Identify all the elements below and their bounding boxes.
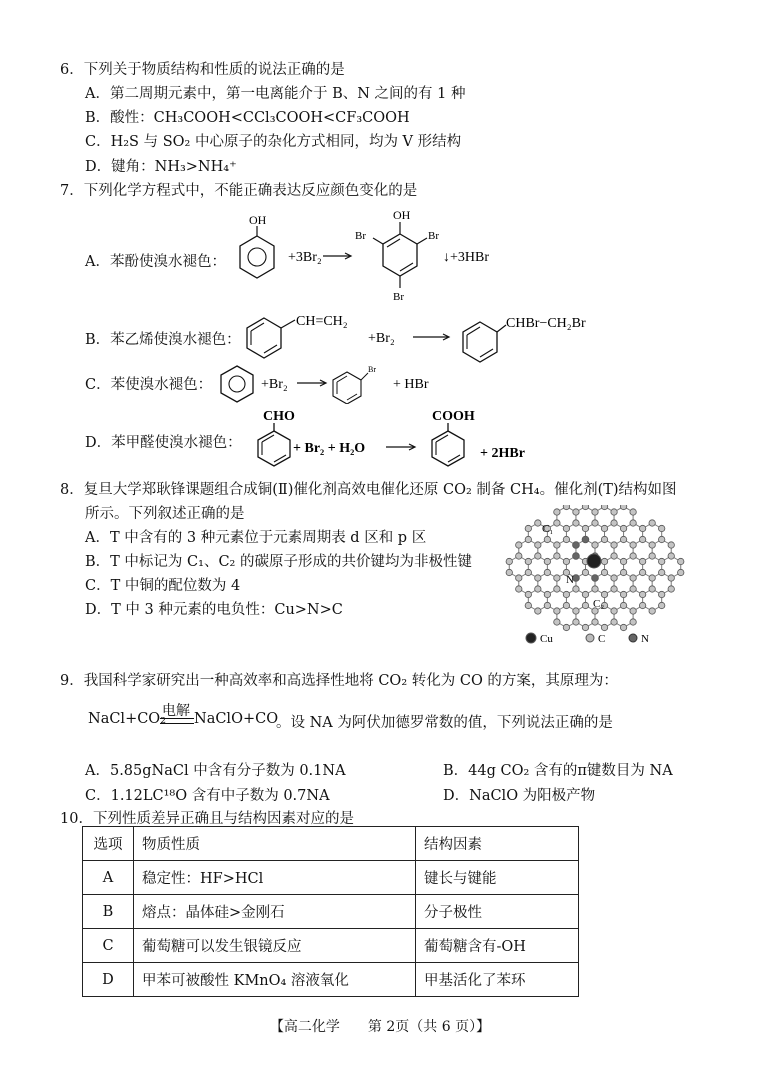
carbon-atom [620, 558, 626, 564]
carbon-atom [516, 575, 522, 581]
carbon-atom [601, 558, 607, 564]
carbon-atom [620, 525, 626, 531]
carbon-atom [592, 520, 598, 526]
phenol-oh: OH [249, 213, 267, 227]
dibromo-product-structure [463, 316, 586, 362]
q6-option-d [85, 155, 237, 176]
carbon-atom [544, 602, 550, 608]
carbon-atom [658, 558, 664, 564]
carbon-atom [630, 520, 636, 526]
carbon-atom [630, 619, 636, 625]
table-row [83, 895, 579, 929]
carbon-atom [563, 624, 569, 630]
catalyst-structure-figure [495, 505, 700, 651]
q7-a-equation [225, 208, 525, 308]
carbon-atom [678, 569, 684, 575]
carbon-atom [630, 575, 636, 581]
carbon-atom [601, 569, 607, 575]
q8-option-b: B．T 中标记为 C₁、C₂ 的碳原子形成的共价键均为非极性键 [85, 554, 472, 570]
q7-d-label: D．苯甲醛使溴水褪色： [85, 435, 242, 451]
carbon-atom [639, 569, 645, 575]
carbon-atom [620, 569, 626, 575]
carbon-atom [620, 602, 626, 608]
carbon-atom [592, 542, 598, 548]
carbon-atom [582, 569, 588, 575]
carbon-atom [554, 542, 560, 548]
q6-d-content: NH₃>NH₄⁺ [154, 159, 237, 175]
carbon-atom [535, 542, 541, 548]
benzene-structure [221, 366, 253, 402]
carbon-atom [554, 520, 560, 526]
carbon-atom [668, 586, 674, 592]
header-option: 选项 [83, 827, 134, 861]
carbon-atom [658, 536, 664, 542]
carbon-atom [620, 536, 626, 542]
carbon-atom [639, 536, 645, 542]
tribromophenol-structure [355, 208, 439, 303]
carbon-atom [639, 558, 645, 564]
nitrogen-atom [582, 536, 589, 543]
cu-atom [587, 554, 601, 568]
carbon-atom [611, 542, 617, 548]
legend-cu: Cu [540, 633, 553, 645]
phenol-structure [240, 213, 274, 278]
nitrogen-atom [573, 553, 580, 560]
carbon-atom [601, 624, 607, 630]
svg-text:CHO: CHO [263, 409, 295, 424]
carbon-atom [554, 586, 560, 592]
carbon-atom [516, 553, 522, 559]
q7-b-reagent: +Br₂ [368, 331, 395, 346]
q7-a-reagent: +3Br₂ [288, 250, 322, 265]
q8-option-c: C．T 中铜的配位数为 4 [85, 578, 241, 594]
carbon-atom [630, 586, 636, 592]
carbon-atom [563, 536, 569, 542]
q7-d-tail: + 2HBr [480, 446, 525, 461]
q7-c-equation [215, 362, 455, 404]
carbon-atom [582, 602, 588, 608]
carbon-atom [573, 586, 579, 592]
carbon-atom [630, 608, 636, 614]
carbon-atom [544, 591, 550, 597]
header-property: 物质性质 [134, 827, 416, 861]
q7-c-label: C．苯使溴水褪色： [85, 377, 213, 393]
q6-option-a: A．第二周期元素中，第一电离能介于 B、N 之间的有 1 种 [85, 86, 466, 102]
q7-b-equation [240, 310, 620, 364]
carbon-atom [563, 591, 569, 597]
q6-d-prefix: D．键角： [85, 159, 155, 175]
carbon-atom [678, 558, 684, 564]
carbon-atom [525, 602, 531, 608]
svg-text:Br: Br [368, 365, 376, 374]
q9-stem: 9．我国科学家研究出一种高效率和高选择性地将 CO₂ 转化为 CO 的方案，其原理为： [60, 673, 618, 689]
carbon-atom [649, 542, 655, 548]
carbon-atom [620, 505, 626, 510]
carbon-atom [554, 608, 560, 614]
carbon-atom [582, 591, 588, 597]
carbon-atom [639, 591, 645, 597]
carbon-atom [630, 542, 636, 548]
carbon-atom [592, 619, 598, 625]
carbon-atom [544, 558, 550, 564]
carbon-atom [611, 520, 617, 526]
carbon-atom [582, 505, 588, 510]
svg-text:Br: Br [355, 230, 366, 242]
carbon-atom [544, 569, 550, 575]
carbon-atom [563, 602, 569, 608]
nitrogen-atom [592, 575, 599, 582]
table-row [83, 929, 579, 963]
q9-eq-right: NaClO+CO [194, 711, 279, 727]
benzoic-acid-structure [432, 409, 475, 466]
q9-eq-condition: 电解 [162, 703, 190, 719]
q9-option-a: A．5.85gNaCl 中含有分子数为 0.1NA [85, 763, 346, 779]
carbon-atom [535, 586, 541, 592]
carbon-atom [611, 608, 617, 614]
svg-text:Br: Br [393, 291, 404, 303]
carbon-atom [611, 509, 617, 515]
carbon-atom [563, 558, 569, 564]
q6-b-prefix: B．酸性： [85, 110, 154, 126]
q9-option-d: D．NaClO 为阳极产物 [443, 788, 596, 804]
carbon-atom [573, 509, 579, 515]
q9-option-b: B．44g CO₂ 含有的π键数目为 NA [443, 763, 673, 779]
carbon-atom [601, 525, 607, 531]
carbon-atom [601, 591, 607, 597]
table-header-row [83, 827, 579, 861]
carbon-atom [582, 624, 588, 630]
carbon-atom [535, 608, 541, 614]
carbon-atom [630, 509, 636, 515]
carbon-atom [649, 608, 655, 614]
carbon-atom [639, 525, 645, 531]
carbon-atom [658, 569, 664, 575]
carbon-atom [601, 505, 607, 510]
carbon-atom [525, 591, 531, 597]
carbon-atom [554, 509, 560, 515]
svg-text:CHBr−CH₂Br: CHBr−CH₂Br [506, 316, 586, 331]
carbon-atom [573, 608, 579, 614]
carbon-atom [535, 575, 541, 581]
carbon-atom [525, 558, 531, 564]
legend-c: C [598, 633, 606, 645]
q9-option-c: C．1.12LC¹⁸O 含有中子数为 0.7NA [85, 788, 330, 804]
c1-label: C₁ [542, 523, 554, 535]
q7-d-reagents: + Br₂ + H₂O [293, 441, 366, 456]
c2-label: C₂ [593, 598, 605, 610]
carbon-atom [658, 602, 664, 608]
carbon-atom [554, 619, 560, 625]
carbon-atom [592, 509, 598, 515]
q6-option-c: C．H₂S 与 SO₂ 中心原子的杂化方式相同，均为 V 形结构 [85, 134, 462, 150]
nitrogen-atom [573, 542, 580, 549]
carbon-atom [649, 553, 655, 559]
q9-eq-tail: 。设 NA 为阿伏加德罗常数的值，下列说法正确的是 [276, 715, 613, 731]
carbon-atom [649, 586, 655, 592]
svg-text:Br: Br [428, 230, 439, 242]
carbon-atom [630, 553, 636, 559]
table-row [83, 963, 579, 997]
q7-c-tail: + HBr [393, 377, 429, 392]
carbon-atom [649, 575, 655, 581]
q7-b-label: B．苯乙烯使溴水褪色： [85, 332, 241, 348]
carbon-atom [573, 619, 579, 625]
carbon-atom [573, 520, 579, 526]
carbon-atom [554, 553, 560, 559]
n-label: N [566, 574, 574, 586]
q9-eq-arrow [160, 718, 194, 724]
carbon-atom [592, 586, 598, 592]
carbon-atom [658, 525, 664, 531]
styrene-structure [247, 314, 348, 358]
carbon-atom [611, 586, 617, 592]
q6-option-b [85, 106, 410, 127]
header-structure-factor: 结构因素 [416, 827, 579, 861]
legend-n: N [641, 633, 649, 645]
table-cell: 分子极性 [416, 895, 579, 929]
carbon-atom [506, 558, 512, 564]
carbon-atom [525, 525, 531, 531]
carbon-atom [611, 553, 617, 559]
carbon-atom [611, 619, 617, 625]
table-cell: 甲苯可被酸性 KMnO₄ 溶液氧化 [134, 963, 416, 997]
table-cell: A [83, 861, 134, 895]
carbon-atom [544, 536, 550, 542]
table-cell: 葡萄糖可以发生银镜反应 [134, 929, 416, 963]
q8-option-d: D．T 中 3 种元素的电负性：Cu>N>C [85, 602, 343, 618]
q7-a-label: A．苯酚使溴水褪色： [85, 254, 226, 270]
q7-c-reagent: +Br₂ [261, 377, 288, 392]
bromobenzene-structure [333, 365, 376, 404]
table-cell: 熔点：晶体硅>金刚石 [134, 895, 416, 929]
carbon-atom [620, 591, 626, 597]
table-cell: 稳定性：HF>HCl [134, 861, 416, 895]
carbon-atom [611, 575, 617, 581]
carbon-atom [668, 542, 674, 548]
carbon-atom [516, 542, 522, 548]
table-cell: 葡萄糖含有-OH [416, 929, 579, 963]
svg-text:CH=CH₂: CH=CH₂ [296, 314, 348, 329]
carbon-atom [582, 525, 588, 531]
q7-a-tail: ↓+3HBr [443, 250, 490, 265]
carbon-atom [649, 520, 655, 526]
page-footer: 【高二化学 第 2页（共 6 页）】 [269, 1019, 491, 1035]
carbon-atom [620, 624, 626, 630]
table-cell: 键长与键能 [416, 861, 579, 895]
carbon-atom [658, 591, 664, 597]
benzaldehyde-structure [258, 409, 295, 466]
carbon-atom [525, 536, 531, 542]
table-cell: C [83, 929, 134, 963]
carbon-atom [601, 536, 607, 542]
q9-eq-left: NaCl+CO₂ [88, 711, 167, 727]
table-cell: B [83, 895, 134, 929]
svg-text:COOH: COOH [432, 409, 475, 424]
q6-b-content: CH₃COOH<CCl₃COOH<CF₃COOH [153, 110, 410, 126]
table-row [83, 861, 579, 895]
svg-text:OH: OH [393, 208, 411, 222]
figure-legend [526, 633, 649, 645]
q8-stem-line1: 8．复旦大学郑耿锋课题组合成铜(Ⅱ)催化剂高效电催化还原 CO₂ 制备 CH₄。催化剂(T)结构如图 [60, 482, 677, 498]
q10-stem: 10．下列性质差异正确且与结构因素对应的是 [60, 811, 354, 827]
table-cell: 甲基活化了苯环 [416, 963, 579, 997]
carbon-atom [506, 569, 512, 575]
q7-stem: 7．下列化学方程式中，不能正确表达反应颜色变化的是 [60, 183, 418, 199]
q6-stem: 6．下列关于物质结构和性质的说法正确的是 [60, 62, 345, 78]
table-cell: D [83, 963, 134, 997]
carbon-atom [525, 569, 531, 575]
carbon-atom [668, 553, 674, 559]
carbon-atom [516, 586, 522, 592]
carbon-atom [535, 553, 541, 559]
carbon-atom [563, 525, 569, 531]
carbon-atom [535, 520, 541, 526]
q8-option-a: A．T 中含有的 3 种元素位于元素周期表 d 区和 p 区 [85, 530, 427, 546]
q10-table [82, 826, 579, 997]
carbon-atom [563, 505, 569, 510]
carbon-atom [639, 602, 645, 608]
carbon-atom [554, 575, 560, 581]
carbon-atom [668, 575, 674, 581]
q7-d-equation [250, 405, 540, 469]
q8-stem-line2: 所示。下列叙述正确的是 [85, 506, 245, 522]
